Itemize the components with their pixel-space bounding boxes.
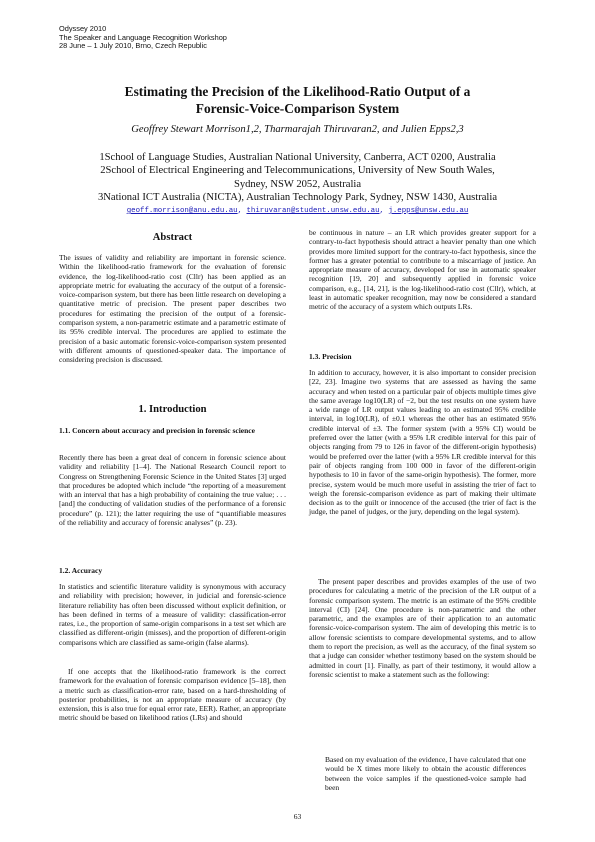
email-link[interactable]: thiruvaran@student.unsw.edu.au xyxy=(246,207,380,215)
subsection-1-2-text-2: If one accepts that the likelihood-ratio framework is the correct framework for the evaluation of forensic comparison evidence [5–18], then a metric such as classification-error rate, based on a hard-thresholding of posterior probabilities, is not an appropriate measure of accuracy (by extension, this is also true for equal error rate, EER). Rather, an appropriate metric should be based on likelihood ratios (LRs) and should xyxy=(59,667,286,723)
affiliation-3: 3National ICT Australia (NICTA), Australian Technology Park, Sydney, NSW 1430, Australia xyxy=(97,191,498,203)
affiliations xyxy=(60,151,535,204)
email-link[interactable]: geoff.morrison@anu.edu.au xyxy=(126,207,238,215)
abstract-heading: Abstract xyxy=(152,232,193,243)
title-line-2: Forensic-Voice-Comparison System xyxy=(195,100,400,116)
subsection-1-1-heading: 1.1. Concern about accuracy and precision in forensic science xyxy=(59,426,255,435)
affiliation-2: 2School of Electrical Engineering and Telecommunications, University of New South Wales, xyxy=(100,165,495,177)
subsection-1-3-text-1: In addition to accuracy, however, it is also important to consider precision [22, 23]. Imagine two systems that are assessed as having the same accuracy and when tested on a particular pair of objects multiple times give the same average log10(LR) of −2, but the test results on one system have a wide range of LR output values leading to an estimated 95% credible interval, in log10(LR), of ±0.1 whereas the other has an estimated 95% credible interval of ±3. The former system (with a 95% CI) would be preferred over the latter (with a 95% LR credible interval for this pair of objects ranging from 79 to 126 in favor of the different-origin hypothesis) would be preferred over the latter (with a 95% LR credible interval for this pair of objects ranging from 100 000 in favor of the different-origin hypothesis to 10 in favor of the same-origin hypothesis). The former, more precise, system would be much more useful in assisting the trier of fact to weigh the forensic-comparison evidence as part of making their ultimate decision as to the guilt or innocence of the accused (the trier of fact is the judge, the panel of judges, or the jury, depending on the legal system). xyxy=(309,368,536,517)
conference-header xyxy=(59,25,227,51)
subsection-1-1-text: Recently there has been a great deal of concern in forensic science about validity and reliability [1–4]. The National Research Council report to Congress on Strengthening Forensic Science in the United States [3] urged that procedures be adopted which include “the reporting of a measurement with an interval that has a high probability of containing the true value; . . . [and] the conducting of validation studies of the performance of a forensic procedure” (p. 121); the latter requiring the use of “quantifiable measures of the reliability and accuracy of forensic analyses” (p. 23). xyxy=(59,453,286,528)
email-link[interactable]: j.epps@unsw.edu.au xyxy=(388,207,469,215)
right-column-continuation: be continuous in nature – an LR which provides greater support for a contrary-to-fact hypothesis should attract a heavier penalty than one which provides more limited support for the contrary-to-fact hypothesis, since the former has a greater potential to contribute to a miscarriage of justice. An appropriate measure of accuracy, developed for use in automatic speaker recognition [19, 20] and subsequently applied in forensic voice comparison, e.g., [14, 21], is the log-likelihood-ratio cost (Cllr), which, at least in automatic speaker recognition, may now be considered a standard metric of the accuracy of a system which outputs LRs. xyxy=(309,228,536,312)
abstract-text: The issues of validity and reliability are important in forensic science. Within the likelihood-ratio framework for the evaluation of forensic evidence, the log-likelihood-ratio cost (Cllr) has been applied as an appropriate metric for evaluating the accuracy of the output of a forensic-voice-comparison system, but there has been little research on developing a quantitative metric of precision. The present paper describes two procedures for estimating the precision of the output of a forensic-comparison system, a non-parametric estimate and a parametric estimate of its 95% credible interval. The procedures are applied to estimate the precision of a basic automatic forensic-voice-comparison system presented with different amounts of questioned-speaker data. The importance of considering precision is discussed. xyxy=(59,253,286,365)
page-number: 63 xyxy=(293,812,302,821)
header-line-2: The Speaker and Language Recognition Workshop xyxy=(59,32,227,42)
email-line: geoff.morrison@anu.edu.au, thiruvaran@student.unsw.edu.au, j.epps@unsw.edu.au xyxy=(126,207,469,215)
subsection-1-3-heading: 1.3. Precision xyxy=(309,352,352,361)
paper-title xyxy=(60,84,535,117)
affiliation-2-cont: Sydney, NSW 2052, Australia xyxy=(233,178,362,190)
header-line-3: 28 June – 1 July 2010, Brno, Czech Republic xyxy=(59,41,207,51)
author-list: Geoffrey Stewart Morrison1,2, Tharmarajah Thiruvaran2, and Julien Epps2,3 xyxy=(131,124,464,135)
subsection-1-2-heading: 1.2. Accuracy xyxy=(59,566,103,575)
title-line-1: Estimating the Precision of the Likelihood-Ratio Output of a xyxy=(124,84,471,99)
testimony-quote: Based on my evaluation of the evidence, I have calculated that one would be X times more likely to obtain the acoustic differences between the voice samples if the questioned-voice sample had been xyxy=(325,755,526,792)
affiliation-1: 1School of Language Studies, Australian National University, Canberra, ACT 0200, Australia xyxy=(99,152,496,163)
header-line-1: Odyssey 2010 xyxy=(59,24,107,33)
section-1-heading: 1. Introduction xyxy=(138,404,207,415)
subsection-1-2-text-1: In statistics and scientific literature validity is synonymous with accuracy and reliability with precision; however, in judicial and forensic-science literature reliability has often been discussed without explicit definition, or has been defined in terms of a measure of validity: classification-error rates, i.e., the proportion of same-origin comparisons in a test set which are classified as different-origin (misses), and the proportion of different-origin comparisons which are classified as same-origin (false alarms). xyxy=(59,582,286,647)
subsection-1-3-text-2: The present paper describes and provides examples of the use of two procedures for calculating a metric of the precision of the LR output of a forensic comparison system. The metric is an estimate of the 95% credible interval (CI) [24]. One procedure is non-parametric and the other parametric, and the examples are of their application to an automatic forensic-voice-comparison system. The aim of developing this metric is to allow forensic scientists to compare developmental systems, and to allow them to report the precision, as well as the accuracy, of the final system so that a judge can consider whether testimony based on the system should be admitted in court [1]. Finally, as part of their testimony, it would allow a forensic scientist to make a statement such as the following: xyxy=(309,577,536,679)
